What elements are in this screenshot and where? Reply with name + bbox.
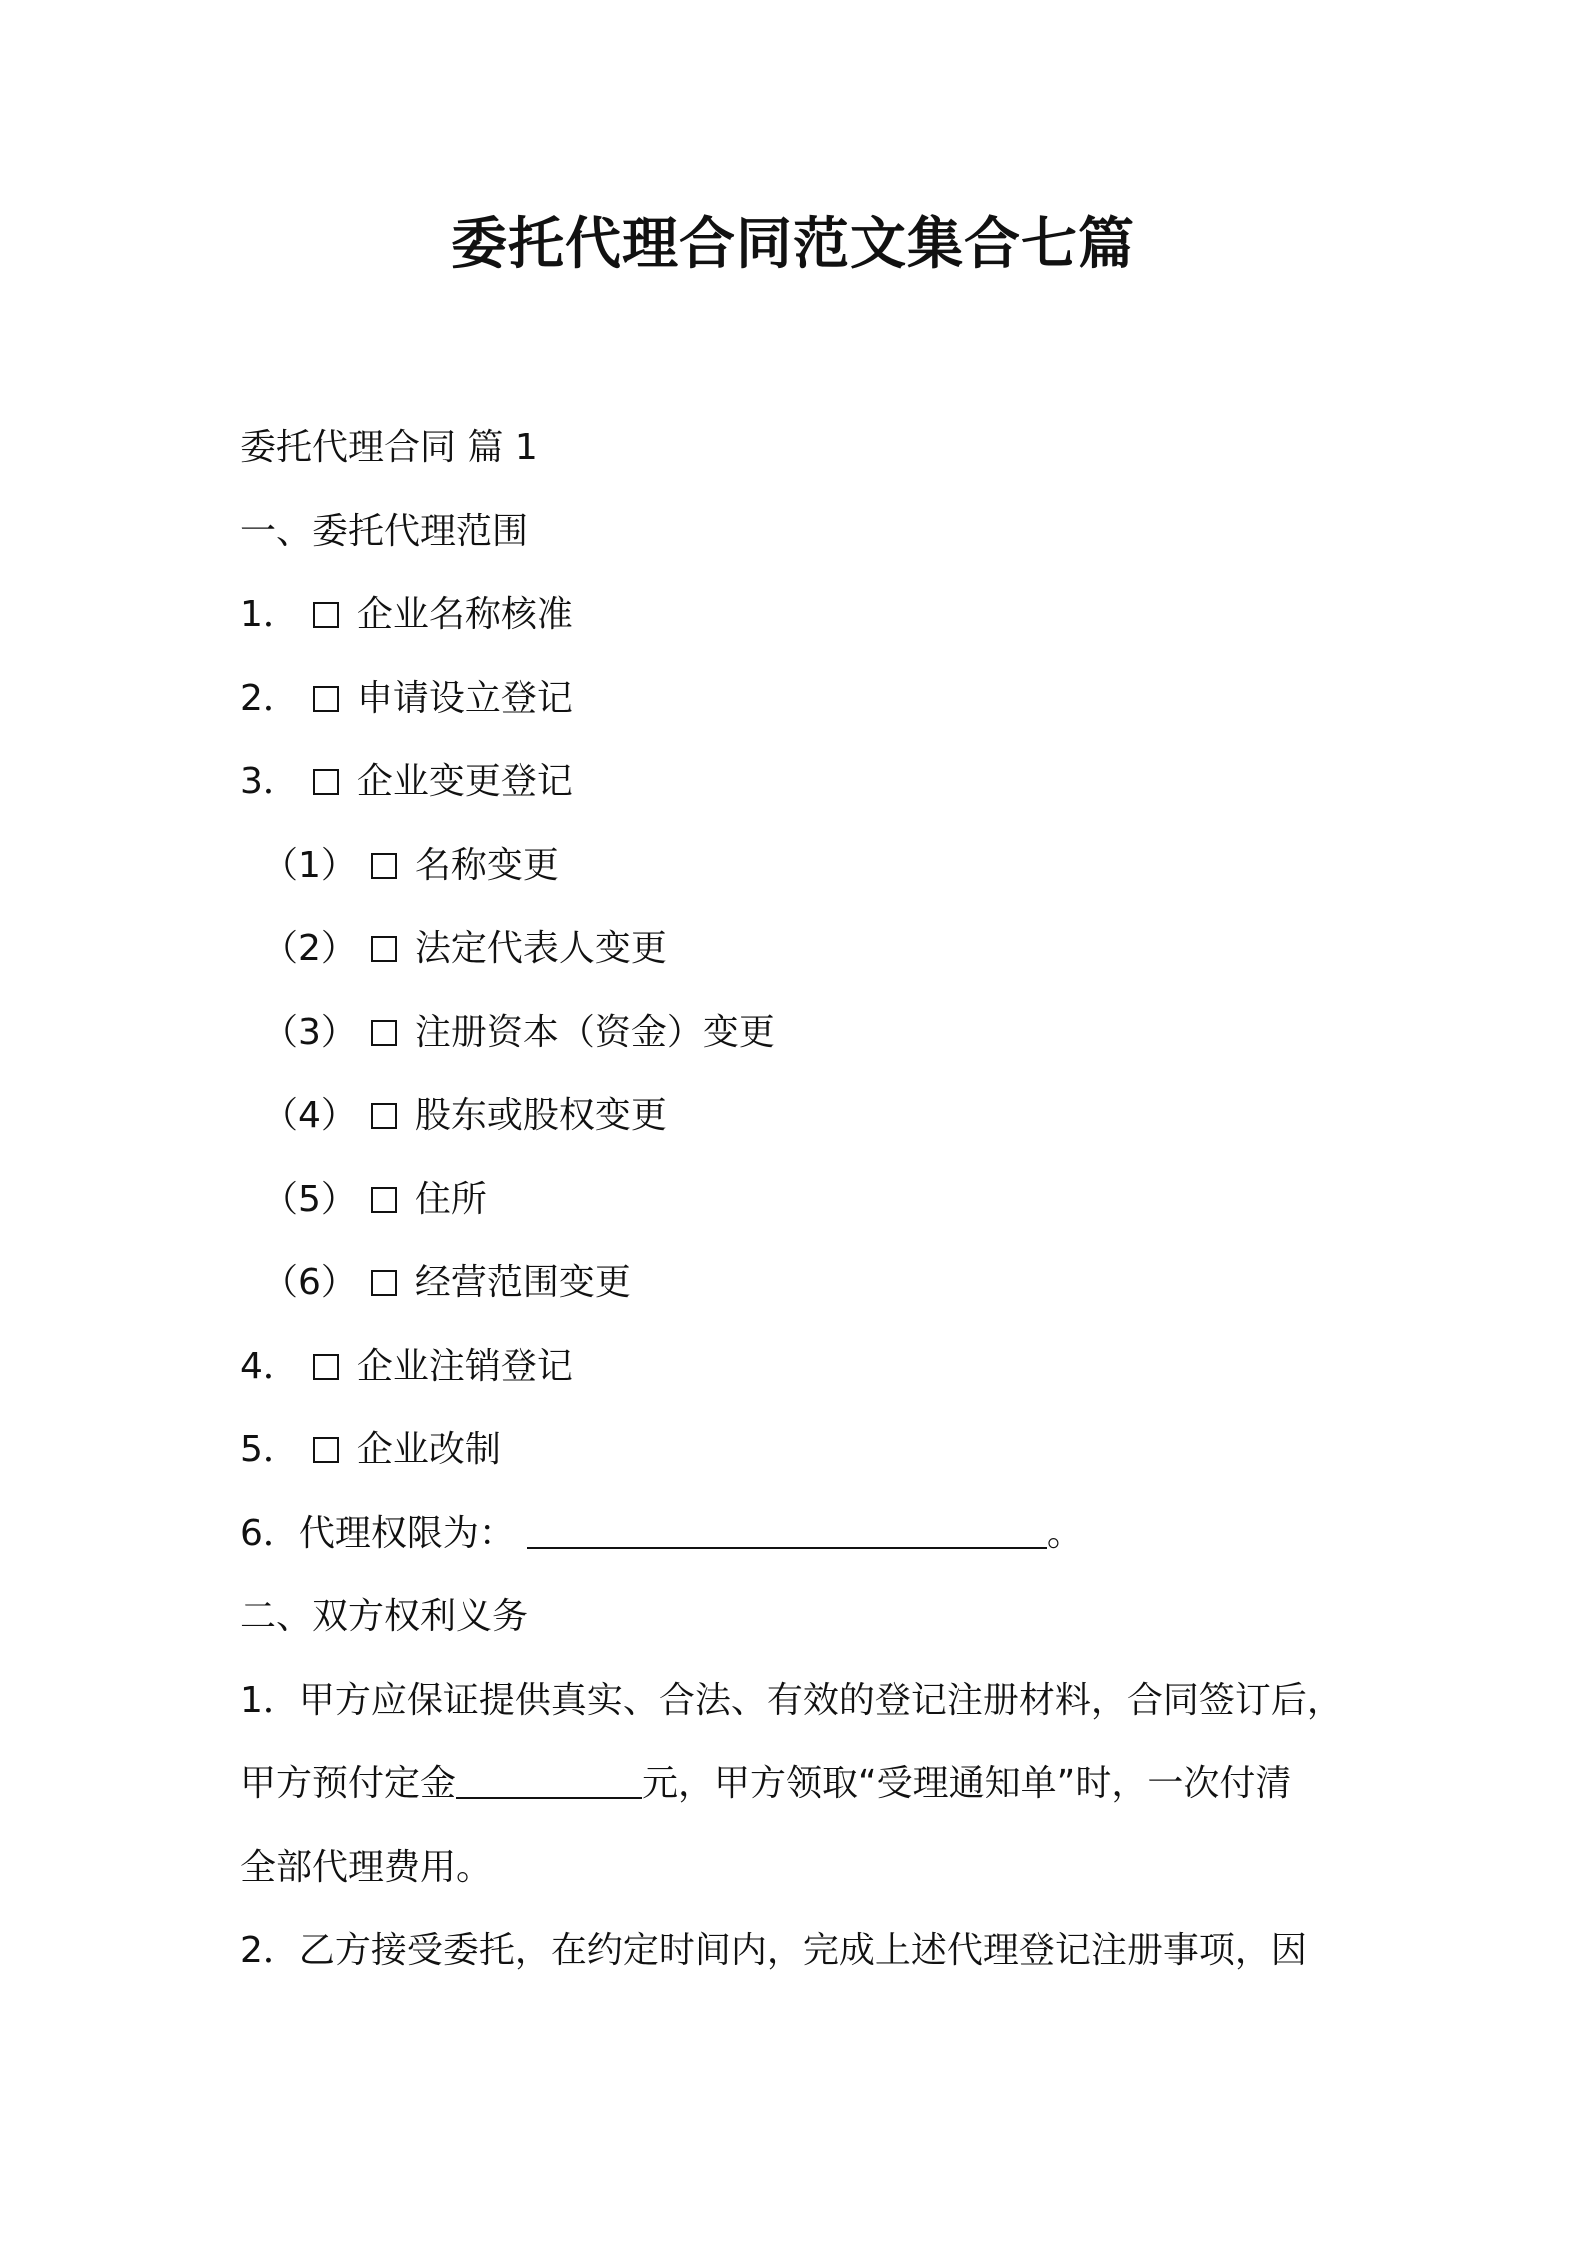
item-text: 企业改制 <box>356 1429 501 1470</box>
item-text: 企业注销登记 <box>356 1345 573 1387</box>
deposit-label: 甲方预付定金 <box>240 1763 457 1804</box>
item-text: 名称变更 <box>414 844 559 886</box>
sub-list-item <box>240 1074 1380 1158</box>
item-number: （5） <box>262 1178 357 1220</box>
checkbox[interactable] <box>371 1187 397 1213</box>
part1-heading: 一、委托代理范围 <box>240 510 529 552</box>
item-text: 法定代表人变更 <box>414 928 667 969</box>
document-body <box>240 406 1380 1993</box>
item-text: 经营范围变更 <box>414 1262 631 1303</box>
item-number: （6） <box>262 1262 357 1303</box>
item-text: 住所 <box>414 1178 487 1220</box>
checkbox[interactable] <box>371 1103 397 1129</box>
checkbox[interactable] <box>371 1020 397 1046</box>
checkbox[interactable] <box>313 686 339 712</box>
deposit-blank[interactable] <box>456 1767 642 1799</box>
item-number: （2） <box>262 928 357 969</box>
sub-list-item <box>240 1241 1380 1325</box>
item-number: 4． <box>240 1345 299 1387</box>
item-text: 企业名称核准 <box>356 594 573 635</box>
item-text: 股东或股权变更 <box>414 1095 667 1136</box>
checkbox[interactable] <box>313 1437 339 1463</box>
item-number: （3） <box>262 1011 357 1053</box>
list-item <box>240 657 1380 741</box>
sub-list-item <box>240 907 1380 991</box>
agency-scope-label: 6．代理权限为： <box>240 1512 515 1554</box>
checkbox[interactable] <box>313 1354 339 1380</box>
paragraph-line: 全部代理费用。 <box>240 1846 493 1888</box>
list-item <box>240 1408 1380 1492</box>
list-item <box>240 1325 1380 1409</box>
checkbox[interactable] <box>371 1270 397 1296</box>
item-number: 2． <box>240 677 299 719</box>
sub-list-item <box>240 991 1380 1075</box>
item-number: （1） <box>262 844 357 886</box>
item-text: 申请设立登记 <box>356 677 573 719</box>
item-text: 注册资本（资金）变更 <box>414 1011 775 1053</box>
checkbox[interactable] <box>371 853 397 879</box>
agency-scope-blank[interactable] <box>527 1517 1047 1549</box>
sub-list-item <box>240 824 1380 908</box>
paragraph-line: 1．甲方应保证提供真实、合法、有效的登记注册材料，合同签订后， <box>240 1679 1343 1721</box>
section-heading: 委托代理合同 篇 1 <box>240 427 538 468</box>
item-number: 3． <box>240 761 299 802</box>
part2-heading: 二、双方权利义务 <box>240 1596 529 1637</box>
agency-scope-line <box>240 1492 1380 1576</box>
checkbox[interactable] <box>371 936 397 962</box>
checkbox[interactable] <box>313 769 339 795</box>
checkbox[interactable] <box>313 602 339 628</box>
list-item <box>240 740 1380 824</box>
paragraph-line: 2．乙方接受委托，在约定时间内，完成上述代理登记注册事项，因 <box>240 1930 1307 1971</box>
item-number: 5． <box>240 1429 299 1470</box>
sub-list-item <box>240 1158 1380 1242</box>
item-number: （4） <box>262 1095 357 1136</box>
list-item <box>240 573 1380 657</box>
document-title: 委托代理合同范文集合七篇 <box>451 212 1135 277</box>
paragraph-line <box>240 1742 1380 1826</box>
item-number: 1． <box>240 594 299 635</box>
item-text: 企业变更登记 <box>356 761 573 802</box>
deposit-text: 元，甲方领取“受理通知单”时，一次付清 <box>642 1763 1292 1804</box>
agency-scope-end: 。 <box>1046 1512 1083 1554</box>
